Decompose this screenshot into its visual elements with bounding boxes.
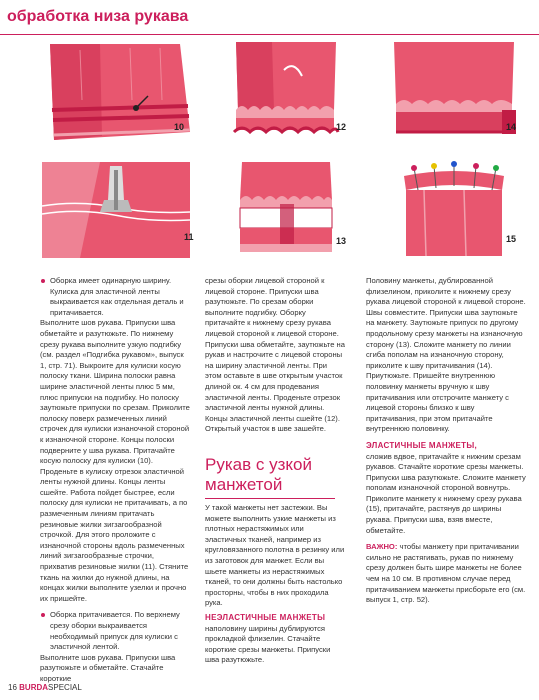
paragraph-cuff-attach: Половину манжеты, дублированной флизелином, приколите к нижнему срезу рукава лицевой стороной к лицевой стороне. Швы совместите. Припуски шва заутюжьте на манжету. Заутюжьте припуск по другому продольному срезу манжеты на изнаночную сторону (13). Сложите манжету по линии сгиба пополам на изнаночную сторону, приколите к шву притачивания (14). Приутюжьте. Пришейте внутреннюю половинку манжеты вручную к шву притачивания или отстрочите манжету с лицевой стороны близко к шву притачивания, при этом притачайте внутреннюю половинку.: [366, 276, 526, 434]
text-column-2: [205, 276, 345, 435]
paragraph-important: чтобы манжету при притачивании сильно не растягивать, рукав по нижнему срезу должен быть шире манжеты не более чем на 10 см. В противном случае перед притачиванием манжеты присборьте его (см. выпуск 1, стр. 52).: [366, 542, 526, 605]
figure-number-12: 12: [336, 122, 347, 132]
subheading-elastic-cuffs: ЭЛАСТИЧНЫЕ МАНЖЕТЫ,: [366, 440, 478, 450]
paragraph-shirred-intro: Оборка имеет одинарную ширину. Кулиска для эластичной ленты выкраивается как отдельная деталь и притачивается.: [40, 276, 192, 318]
illustration-15: [384, 160, 524, 260]
figure-number-11: 11: [184, 232, 194, 242]
figure-number-14: 14: [506, 122, 517, 132]
magazine-brand: BURDA: [19, 683, 49, 692]
illustration-11: [40, 160, 192, 260]
text-column-1: [40, 276, 192, 685]
page-number: 16: [8, 683, 17, 692]
page-header: [0, 0, 539, 35]
section-heading: Рукав с узкой манжетой: [205, 455, 312, 494]
paragraph-nonelastic-cuffs: наполовину ширины дублируются прокладкой флизелин. Стачайте короткие срезы манжеты. Припуски шва разутюжьте.: [205, 623, 331, 665]
figure-number-15: 15: [506, 234, 517, 244]
page-footer: [8, 683, 82, 692]
paragraph-frill-intro: Оборка притачивается. По верхнему срезу оборки выкраивается необходимый припуск для кулиски с эластичной лентой.: [40, 610, 192, 652]
important-label: ВАЖНО:: [366, 542, 398, 552]
illustration-10: [40, 40, 192, 140]
figure-number-10: 10: [174, 122, 185, 132]
magazine-brand-suffix: SPECIAL: [48, 683, 82, 692]
illustration-12: [222, 40, 350, 140]
illustration-14: [384, 40, 524, 140]
page-title: обработка низа рукава: [7, 8, 189, 25]
paragraph-frill-steps: Выполните шов рукава. Припуски шва разутюжьте и обметайте. Стачайте короткие: [40, 652, 176, 683]
figure-number-13: 13: [336, 236, 347, 246]
section-divider: [205, 498, 335, 499]
paragraph-elastic-cuffs: сложив вдвое, притачайте к нижним срезам рукавов. Стачайте короткие срезы манжеты. Припуски шва разутюжьте. Сложите манжету пополам изнаночной стороной вовнутрь. Приколите манжету к нижнему срезу рукава (15), притачайте, растянув до ширины рукава. Припуски шва, взяв вместе, обметайте.: [366, 451, 526, 535]
paragraph-shirred-steps: Выполните шов рукава. Припуски шва обметайте и разутюжьте. По нижнему срезу рукава выполните узкую подгибку (см. раздел «Подгибка рукавом», выпуск 1, стр. 71). Выкроите для кулиски косую полоску ткани. Ширина полоски равна ширине эластичной ленты плюс 5 мм, плюс припуски на подгибку. Но полоску заутюжьте припуски по срезам. Приколите полоску поверх размеченных линий строчек для кулиски изнаночной стороной к изнаночной стороне. Концы полоски подверните у шва рукава. Притачайте косую полоску для кулиски (10). Проденьте в кулиску отрезок эластичной ленты нужной длины. Концы ленты сшейте. Работа пойдет быстрее, если полоску для кулиски не притачивать, а по размеченным линиям притачать резиновые жилки зигзагообразной строчкой. Для этого проложите с изнаночной стороны вдоль размеченных линий зигзагообразные строчки, прихватив резиновые жилки (11). Стяните ткань на жилки до нужной длины, на концах жилки выполните узелки и прочно их пришейте.: [40, 318, 190, 603]
text-column-3: [366, 276, 526, 606]
text-column-2-lower: [205, 503, 345, 666]
paragraph-frill-elastic: Припуски шва обметайте, заутюжьте на рукав и настрочите с лицевой стороны на ширину эластичной ленты. При этом оставьте в шве открытым участок длиной ок. 4 см для продевания эластичной ленты. Проденьте отрезок эластичной ленты нужной длины. Концы эластичной ленты сшейте (12). Открытый участок в шве зашейте.: [205, 339, 345, 434]
illustration-13: [222, 160, 350, 260]
subheading-nonelastic-cuffs: НЕЭЛАСТИЧНЫЕ МАНЖЕТЫ: [205, 612, 326, 622]
paragraph-frill-continued: срезы оборки лицевой стороной к лицевой стороне. Припуски шва разутюжьте. По срезам оборки выполните подгибку. Оборку притачайте к нижнему срезу рукава лицевой стороной к лицевой стороне.: [205, 276, 339, 338]
paragraph-narrow-cuff-intro: У такой манжеты нет застежки. Вы можете выполнить узкие манжеты из плотных нерастяжимых или эластичных тканей, например из кругловязанного полотна в резинку или из заготовок для манжет. Если вы шьете манжеты из нерастяжимых тканей, то они должны быть настолько просторны, чтобы в них проходила рука.: [205, 503, 345, 608]
